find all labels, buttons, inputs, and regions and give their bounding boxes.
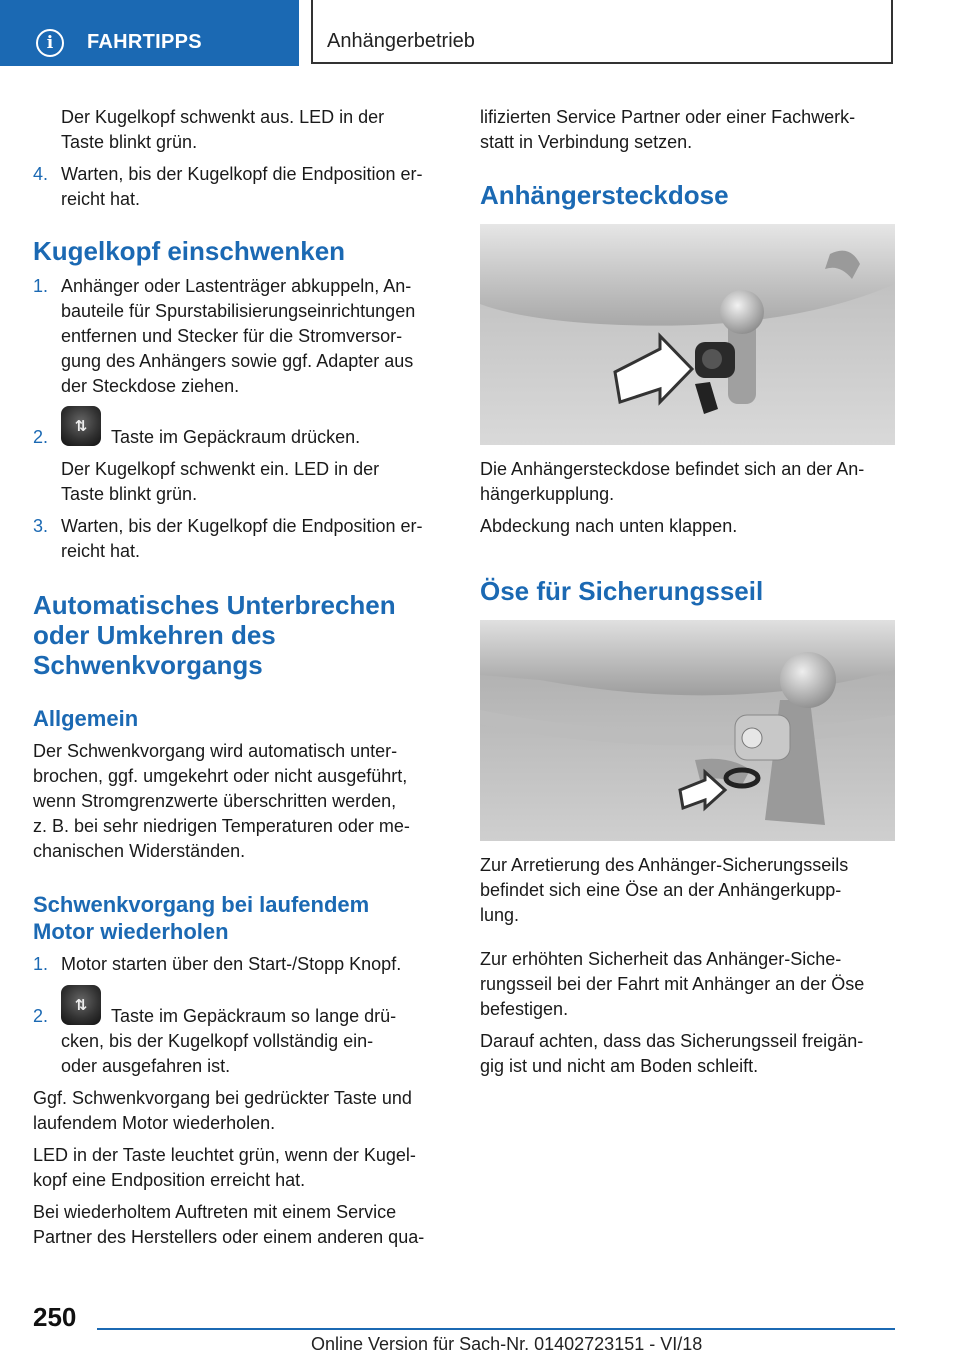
safety-eyelet-photo	[480, 620, 895, 841]
heading-oese: Öse für Sicherungsseil	[480, 576, 764, 606]
paragraph: laufendem Motor wiederholen.	[33, 1113, 276, 1133]
heading-automatisch: Automatisches Unterbrechen	[33, 590, 396, 620]
step-number: 1.	[33, 954, 49, 974]
heading-automatisch: oder Umkehren des	[33, 620, 276, 650]
paragraph: hängerkupplung.	[480, 484, 615, 504]
step-text: reicht hat.	[61, 189, 141, 209]
paragraph: brochen, ggf. umgekehrt oder nicht ausgeführt,	[33, 766, 408, 786]
trailer-hitch-button-icon: ⇅	[61, 985, 101, 1025]
step-number: 2.	[33, 1006, 49, 1026]
footer-divider	[97, 1328, 895, 1330]
chapter-header	[311, 0, 893, 64]
paragraph: lifizierten Service Partner oder einer Fachwerk-	[480, 107, 856, 127]
step-text: Anhänger oder Lastenträger abkuppeln, An-	[61, 276, 412, 296]
step-text: reicht hat.	[61, 541, 141, 561]
paragraph: lung.	[480, 905, 520, 925]
paragraph: kopf eine Endposition erreicht hat.	[33, 1170, 306, 1190]
paragraph: statt in Verbindung setzen.	[480, 132, 693, 152]
step-text: entfernen und Stecker für die Stromversor-	[61, 326, 403, 346]
info-icon: i	[36, 29, 64, 57]
step-number: 1.	[33, 276, 49, 296]
heading-schwenkvorgang: Motor wiederholen	[33, 919, 229, 944]
paragraph: Abdeckung nach unten klappen.	[480, 516, 738, 536]
paragraph: wenn Stromgrenzwerte überschritten werden,	[33, 791, 397, 811]
heading-einschwenken: Kugelkopf einschwenken	[33, 236, 346, 266]
paragraph: Partner des Herstellers oder einem anderen qua-	[33, 1227, 425, 1247]
step-text: Motor starten über den Start-/Stopp Knopf.	[61, 954, 402, 974]
paragraph: Darauf achten, dass das Sicherungsseil freigän-	[480, 1031, 864, 1051]
paragraph: gig ist und nicht am Boden schleift.	[480, 1056, 759, 1076]
paragraph: Zur erhöhten Sicherheit das Anhänger-Siche-	[480, 949, 842, 969]
paragraph: befestigen.	[480, 999, 569, 1019]
step-number: 3.	[33, 516, 49, 536]
paragraph: chanischen Widerständen.	[33, 841, 246, 861]
paragraph: rungsseil bei der Fahrt mit Anhänger an der Öse	[480, 974, 865, 994]
section-label: FAHRTIPPS	[87, 31, 202, 53]
step-text: der Steckdose ziehen.	[61, 376, 240, 396]
step-number: 4.	[33, 164, 49, 184]
paragraph: Der Kugelkopf schwenkt aus. LED in der	[61, 107, 385, 127]
heading-schwenkvorgang: Schwenkvorgang bei laufendem	[33, 892, 370, 917]
step-text: Taste im Gepäckraum drücken.	[111, 427, 361, 447]
step-text: cken, bis der Kugelkopf vollständig ein-	[61, 1031, 374, 1051]
heading-allgemein: Allgemein	[33, 706, 139, 731]
step-text: oder ausgefahren ist.	[61, 1056, 231, 1076]
paragraph: z. B. bei sehr niedrigen Temperaturen oder me-	[33, 816, 410, 836]
chapter-title: Anhängerbetrieb	[327, 30, 475, 52]
paragraph: befindet sich eine Öse an der Anhängerkupp-	[480, 880, 842, 900]
heading-automatisch: Schwenkvorgangs	[33, 650, 263, 680]
trailer-socket-photo	[480, 224, 895, 445]
paragraph: LED in der Taste leuchtet grün, wenn der Kugel-	[33, 1145, 416, 1165]
step-text: gung des Anhängers sowie ggf. Adapter aus	[61, 351, 414, 371]
page-number: 250	[33, 1302, 77, 1332]
paragraph: Die Anhängersteckdose befindet sich an der An-	[480, 459, 865, 479]
paragraph: Taste blinkt grün.	[61, 132, 198, 152]
step-text: Warten, bis der Kugelkopf die Endposition er-	[61, 516, 423, 536]
paragraph: Der Schwenkvorgang wird automatisch unter-	[33, 741, 398, 761]
step-text: Warten, bis der Kugelkopf die Endposition er-	[61, 164, 423, 184]
step-text: Taste blinkt grün.	[61, 484, 198, 504]
step-text: bauteile für Spurstabilisierungseinrichtungen	[61, 301, 416, 321]
section-tab	[0, 0, 299, 66]
step-text: Der Kugelkopf schwenkt ein. LED in der	[61, 459, 380, 479]
paragraph: Ggf. Schwenkvorgang bei gedrückter Taste und	[33, 1088, 412, 1108]
trailer-hitch-button-icon: ⇅	[61, 406, 101, 446]
heading-anhaengersteckdose: Anhängersteckdose	[480, 180, 729, 210]
step-text: Taste im Gepäckraum so lange drü-	[111, 1006, 397, 1026]
paragraph: Zur Arretierung des Anhänger-Sicherungsseils	[480, 855, 849, 875]
paragraph: Bei wiederholtem Auftreten mit einem Service	[33, 1202, 397, 1222]
step-number: 2.	[33, 427, 49, 447]
footer-version: Online Version für Sach-Nr. 01402723151 - VI/18	[311, 1334, 703, 1354]
